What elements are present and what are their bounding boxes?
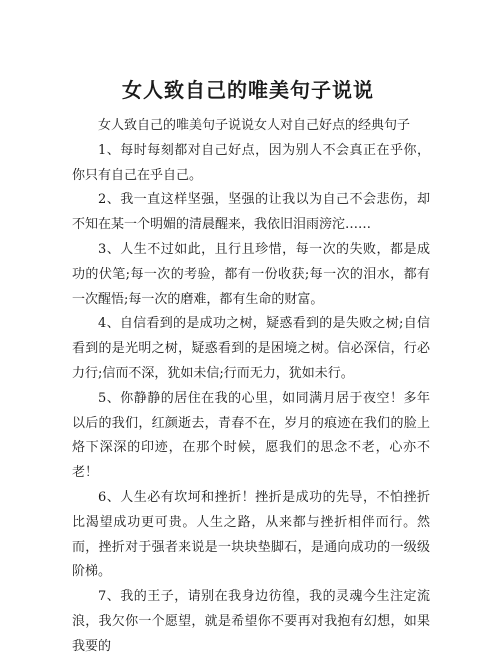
paragraph-7: 7、我的王子，请别在我身边彷徨，我的灵魂今生注定流浪，我欠你一个愿望，就是希望你不要再对我抱有幻想，如果我要的 <box>72 589 430 654</box>
document-body <box>72 114 430 660</box>
paragraph-1: 1、每时每刻都对自己好点，因为别人不会真正在乎你，你只有自己在乎自己。 <box>72 142 430 183</box>
paragraph-5: 5、你静静的居住在我的心里，如同满月居于夜空！多年以后的我们，红颜逝去，青春不在，岁月的痕迹在我们的脸上烙下深深的印迹，在那个时候，愿我们的思念不老，心亦不老！ <box>72 390 430 481</box>
paragraph-3: 3、人生不过如此，且行且珍惜，每一次的失败，都是成功的伏笔;每一次的考验，都有一份收获;每一次的泪水，都有一次醒悟;每一次的磨难，都有生命的财富。 <box>72 241 430 307</box>
paragraph-6: 6、人生必有坎坷和挫折！挫折是成功的先导，不怕挫折比渴望成功更可贵。人生之路，从来都与挫折相伴而行。然而，挫折对于强者来说是一块块垫脚石，是通向成功的一级级阶梯。 <box>72 489 430 580</box>
paragraph-4: 4、自信看到的是成功之树，疑惑看到的是失败之树;自信看到的是光明之树，疑惑看到的是困境之树。信必深信，行必力行;信而不深，犹如未信;行而无力，犹如未行。 <box>72 316 430 381</box>
document-title: 女人致自己的唯美句子说说 <box>122 78 374 102</box>
intro-paragraph: 女人致自己的唯美句子说说女人对自己好点的经典句子 <box>98 118 411 133</box>
paragraph-2: 2、我一直这样坚强，坚强的让我以为自己不会悲伤，却不知在某一个明媚的清晨醒来，我依旧泪雨滂沱…… <box>72 192 430 233</box>
